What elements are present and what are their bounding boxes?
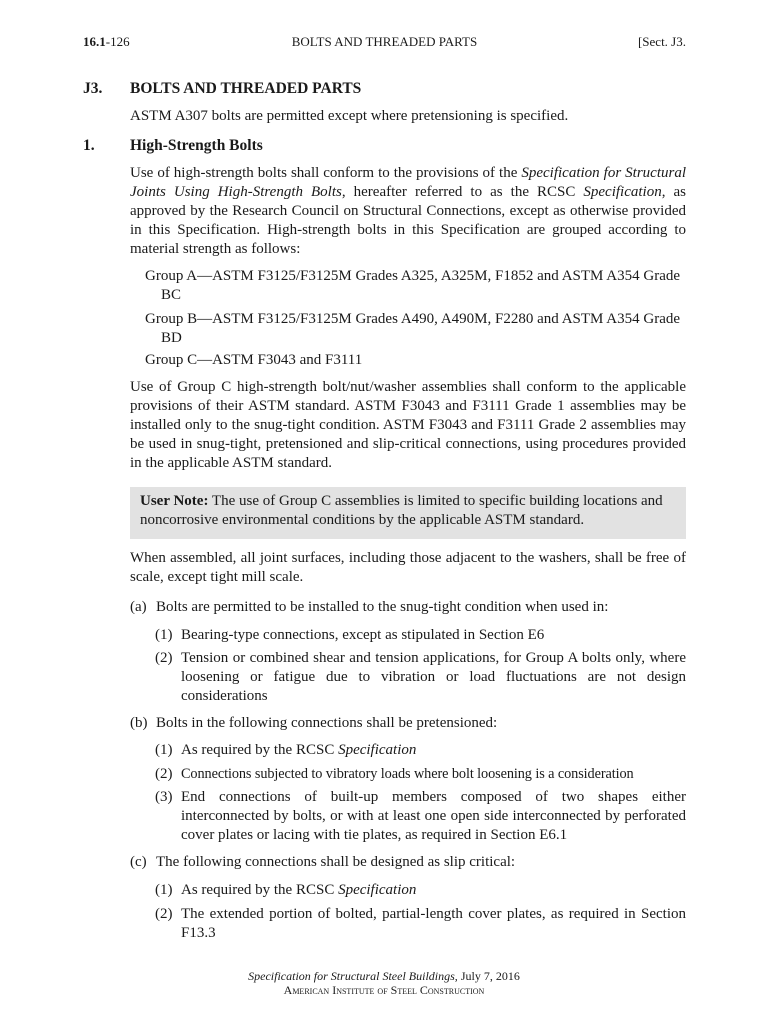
running-header bbox=[83, 34, 686, 52]
section-number: J3. bbox=[83, 80, 103, 97]
footer-spec-line: Specification for Structural Steel Buildings, July 7, 2016 bbox=[248, 969, 520, 983]
paragraph-joint-surfaces: When assembled, all joint surfaces, including those adjacent to the washers, shall be free of scale, except tight mill scale. bbox=[130, 550, 686, 585]
section-title: BOLTS AND THREADED PARTS bbox=[130, 80, 362, 97]
section-intro: ASTM A307 bolts are permitted except where pretensioning is specified. bbox=[130, 108, 569, 124]
subsection-number: 1. bbox=[83, 137, 95, 154]
paragraph-rcsc: Use of high-strength bolts shall conform to the provisions of the Specification for Structural Joints Using High-Strength Bolts, hereafter referred to as the RCSC Specification, as approved by the Research Council on Structural Connections, except as otherwise provided in this Specification. High-strength bolts in this Specification are grouped according to material strength as follows: bbox=[130, 165, 686, 257]
paragraph-group-c: Use of Group C high-strength bolt/nut/washer assemblies shall conform to the applicable provisions of their ASTM standard. ASTM F3043 and F3111 Grade 1 assemblies may be installed only to the snug-tight condition. ASTM F3043 and F3111 Grade 2 assemblies may be used in snug-tight, pretensioned and slip-critical connections, using procedures provided in the applicable ASTM standard. bbox=[130, 379, 686, 471]
page-number: 16.1-126 bbox=[83, 34, 130, 49]
section-reference: [Sect. J3. bbox=[637, 34, 686, 49]
user-note: User Note: The use of Group C assemblies is limited to specific building locations and noncorrosive environmental conditions by the applicable ASTM standard. bbox=[130, 487, 686, 539]
group-b: Group B—ASTM F3125/F3125M Grades A490, A490M, F2280 and ASTM A354 Grade BD bbox=[145, 311, 681, 346]
footer-publisher: American Institute of Steel Construction bbox=[283, 983, 485, 997]
page-footer bbox=[0, 969, 768, 997]
group-a: Group A—ASTM F3125/F3125M Grades A325, A325M, F1852 and ASTM A354 Grade BC bbox=[145, 268, 681, 303]
subsection-title: High-Strength Bolts bbox=[130, 137, 263, 154]
user-note-label: User Note: bbox=[140, 493, 209, 509]
running-title: BOLTS AND THREADED PARTS bbox=[291, 34, 478, 49]
group-c: Group C—ASTM F3043 and F3111 bbox=[145, 352, 363, 368]
